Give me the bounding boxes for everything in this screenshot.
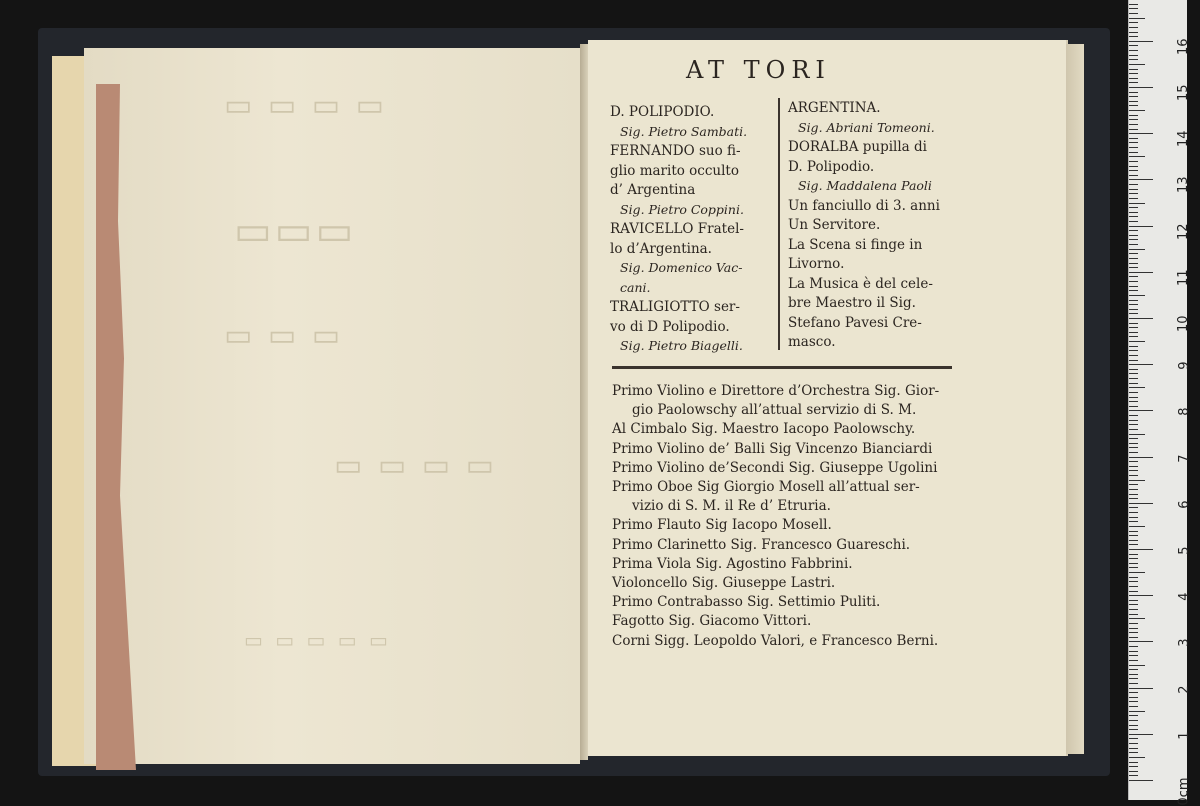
bleed-through-text: ▭ ▭ ▭ [224,318,344,353]
left-page [84,48,580,764]
ruler-tick [1129,410,1153,411]
ruler-tick [1129,397,1138,398]
ruler-label: 8 [1176,407,1192,417]
ruler-tick [1129,189,1138,190]
ruler-tick [1129,725,1138,726]
ruler-tick [1129,748,1138,749]
text-line: ARGENTINA. [788,100,881,116]
ruler-tick [1129,101,1138,102]
ruler-tick [1129,383,1138,384]
measurement-ruler [1128,0,1192,806]
text-line: Sig. Abriani Tomeoni. [798,119,935,135]
ruler-tick [1129,110,1145,111]
text-line: cani. [620,279,651,295]
text-line: Sig. Maddalena Paoli [798,178,932,193]
ruler-label: 11 [1176,269,1192,286]
ruler-label: 1 [1176,731,1192,740]
ruler-tick [1129,41,1153,42]
ruler-tick [1129,632,1138,633]
text-line: Un Servitore. [788,217,881,233]
ruler-tick [1129,711,1145,712]
ruler-tick [1129,604,1138,605]
ruler-tick [1129,50,1138,51]
ruler-label: 14 [1176,130,1192,148]
ruler-tick [1129,27,1138,28]
ruler-label: 7 [1176,454,1192,463]
ruler-tick [1129,729,1138,730]
ruler-tick [1129,18,1145,19]
text-line: Sig. Pietro Coppini. [620,201,744,217]
ruler-tick [1129,775,1138,776]
ruler-tick [1129,507,1138,508]
ruler-tick [1129,591,1138,592]
ruler-tick [1129,323,1138,324]
ruler-tick [1129,494,1138,495]
ruler-tick [1129,147,1138,148]
ruler-tick [1129,350,1138,351]
ruler-label: 6 [1176,500,1192,509]
ruler-tick [1129,373,1138,374]
ruler-tick [1129,674,1138,675]
ruler-tick [1129,628,1138,629]
text-line: vo di D Polipodio. [610,318,730,335]
ruler-tick [1129,32,1138,33]
ruler-tick [1129,332,1138,333]
text-line: d’ Argentina [610,182,696,198]
ruler-tick [1129,253,1138,254]
ruler-tick [1129,600,1138,601]
ruler-tick [1129,489,1138,490]
ruler-tick [1129,447,1138,448]
section-rule [612,366,952,369]
text-line: Stefano Pavesi Cre- [788,314,922,331]
ruler-tick [1129,59,1138,60]
bleed-through-text: ▭▭▭ [234,208,357,254]
ruler-tick [1129,212,1138,213]
ruler-tick [1129,406,1138,407]
bleed-through-text: ▭ ▭ ▭ ▭ [334,448,497,483]
ruler-tick [1129,152,1138,153]
ruler-tick [1129,175,1138,176]
text-line: FERNANDO suo fi- [610,143,741,159]
ruler-tick [1129,762,1138,763]
ruler-tick [1129,498,1138,499]
text-line: Sig. Pietro Sambati. [620,123,748,139]
ruler-tick [1129,424,1138,425]
ruler-tick [1129,512,1138,513]
ruler-tick [1129,64,1145,65]
ruler-tick [1129,655,1138,656]
ruler-tick [1129,692,1138,693]
orchestra-line: vizio di S. M. il Re d’ Etruria. [632,498,831,515]
orchestra-line: Fagotto Sig. Giacomo Vittori. [612,613,812,630]
ruler-label: 3 [1176,638,1192,648]
ruler-tick [1129,683,1138,684]
ruler-tick [1129,355,1138,356]
ruler-tick [1129,267,1138,268]
text-line: Sig. Domenico Vac- [620,260,743,275]
ruler-tick [1129,526,1145,527]
ruler-tick [1129,142,1138,143]
ruler-tick [1129,198,1138,199]
orchestra-line: Primo Contrabasso Sig. Settimio Puliti. [612,594,881,611]
ruler-tick [1129,517,1138,518]
ruler-tick [1129,258,1138,259]
ruler-tick [1129,637,1138,638]
text-line: DORALBA pupilla di [788,139,927,155]
ruler-tick [1129,595,1153,596]
ruler-tick [1129,318,1153,319]
ruler-tick [1129,554,1138,555]
ruler-tick [1129,461,1138,462]
ruler-label: 10 [1176,315,1192,333]
page-edges [1066,44,1084,754]
ruler-tick [1129,531,1138,532]
ruler-tick [1129,92,1138,93]
text-line: RAVICELLO Fratel- [610,221,744,237]
ruler-tick [1129,82,1138,83]
ruler-label: 15 [1176,84,1192,102]
ruler-tick [1129,429,1138,430]
orchestra-line: Primo Flauto Sig Iacopo Mosell. [612,517,832,534]
ruler-tick [1129,96,1138,97]
ruler-tick [1129,420,1138,421]
ruler-tick [1129,156,1145,157]
ruler-tick [1129,581,1138,582]
ruler-tick [1129,651,1138,652]
ruler-tick [1129,521,1138,522]
ruler-tick [1129,540,1138,541]
ruler-tick [1129,614,1138,615]
ruler-tick [1129,586,1138,587]
bleed-through-text: ▭ ▭ ▭ ▭ [224,88,387,123]
ruler-tick [1129,295,1145,296]
ruler-tick [1129,470,1138,471]
ruler-label: 12 [1176,223,1192,240]
text-line: La Musica è del cele- [788,275,933,292]
book-gutter [580,44,588,760]
ruler-tick [1129,563,1138,564]
orchestra-line: gio Paolowschy all’attual servizio di S. M. [632,402,917,419]
ruler-tick [1129,8,1138,9]
ruler-tick [1129,216,1138,217]
ruler-tick [1129,45,1138,46]
ruler-tick [1129,203,1145,204]
ruler-tick [1129,184,1138,185]
ruler-tick [1129,618,1145,619]
ruler-tick [1129,36,1138,37]
text-line: D. POLIPODIO. [610,104,715,120]
ruler-tick [1129,55,1138,56]
ruler-label: 5 [1176,546,1192,555]
ruler-tick [1129,133,1153,134]
text-line: bre Maestro il Sig. [788,295,916,311]
column-divider [778,98,780,350]
ruler-tick [1129,434,1145,435]
ruler-tick [1129,115,1138,116]
ruler-tick [1129,766,1138,767]
ruler-tick [1129,364,1153,365]
page-title: AT TORI [686,56,831,84]
ruler-tick [1129,272,1153,273]
ruler-tick [1129,549,1153,550]
text-line: D. Polipodio. [788,158,875,175]
ruler-label: 2 [1176,685,1192,694]
ruler-tick [1129,230,1138,231]
ruler-tick [1129,105,1138,106]
text-line: TRALIGIOTTO ser- [610,299,740,315]
ruler-tick [1129,660,1138,661]
ruler-tick [1129,138,1138,139]
ruler-tick [1129,249,1145,250]
ruler-tick [1129,300,1138,301]
ruler-tick [1129,4,1138,5]
ruler-tick [1129,263,1138,264]
ruler-tick [1129,286,1138,287]
ruler-tick [1129,577,1138,578]
ruler-tick [1129,665,1145,666]
ruler-tick [1129,392,1138,393]
ruler-tick [1129,239,1138,240]
text-line: lo d’Argentina. [610,240,712,257]
ruler-tick [1129,678,1138,679]
ruler-tick [1129,369,1138,370]
ruler-tick [1129,715,1138,716]
ruler-tick [1129,535,1138,536]
ruler-tick [1129,572,1145,573]
bleed-through-text: ▭ ▭ ▭ ▭ ▭ [244,628,391,652]
ruler-tick [1129,179,1153,180]
ruler-tick [1129,378,1138,379]
ruler-tick [1129,69,1138,70]
ruler-tick [1129,235,1138,236]
ruler-tick [1129,346,1138,347]
ruler-tick [1129,752,1138,753]
ruler-tick [1129,309,1138,310]
ruler-tick [1129,73,1138,74]
ruler-tick [1129,771,1138,772]
ruler-tick [1129,87,1153,88]
ruler-tick [1129,641,1153,642]
ruler-tick [1129,738,1138,739]
ruler-tick [1129,646,1138,647]
text-line: glio marito occulto [610,162,739,179]
ruler-label: 16 [1176,38,1192,55]
orchestra-line: Corni Sigg. Leopoldo Valori, e Francesco Berni. [612,632,939,649]
orchestra-line: Primo Oboe Sig Giorgio Mosell all’attual ser- [612,479,920,495]
ruler-tick [1129,757,1145,758]
ruler-tick [1129,623,1138,624]
ruler-tick [1129,688,1153,689]
ruler-tick [1129,129,1138,130]
ruler-tick [1129,452,1138,453]
ruler-tick [1129,276,1138,277]
ruler-tick [1129,161,1138,162]
ruler-tick [1129,327,1138,328]
ruler-tick [1129,701,1138,702]
ruler-tick [1129,401,1138,402]
text-line: Un fanciullo di 3. anni [788,197,940,214]
ruler-tick [1129,544,1138,545]
ruler-tick [1129,193,1138,194]
ruler-tick [1129,706,1138,707]
orchestra-line: Primo Violino de’Secondi Sig. Giuseppe Ugolini [612,459,938,476]
ruler-tick [1129,170,1138,171]
text-line: Sig. Pietro Biagelli. [620,338,743,353]
text-line: Livorno. [788,256,845,272]
ruler-tick [1129,281,1138,282]
ruler-tick [1129,466,1138,467]
ruler-tick [1129,475,1138,476]
ruler-tick [1129,304,1138,305]
ruler-tick [1129,124,1138,125]
ruler-tick [1129,780,1153,781]
ruler-tick [1129,743,1138,744]
ruler-tick [1129,78,1138,79]
ruler-tick [1129,221,1138,222]
ruler-tick [1129,567,1138,568]
ruler-tick [1129,226,1153,227]
ruler-tick [1129,484,1138,485]
ruler-tick [1129,669,1138,670]
ruler-tick [1129,244,1138,245]
ruler-tick [1129,457,1153,458]
ruler-label: 13 [1176,176,1192,194]
ruler-tick [1129,387,1145,388]
orchestra-line: Violoncello Sig. Giuseppe Lastri. [612,575,836,591]
ruler-tick [1129,558,1138,559]
ruler-tick [1129,13,1138,14]
ruler-tick [1129,119,1138,120]
orchestra-line: Al Cimbalo Sig. Maestro Iacopo Paolowschy. [612,421,916,438]
orchestra-line: Prima Viola Sig. Agostino Fabbrini. [612,555,853,572]
orchestra-line: Primo Violino e Direttore d’Orchestra Sig. Gior- [612,383,940,399]
orchestra-line: Primo Violino de’ Balli Sig Vincenzo Bianciardi [612,440,933,457]
ruler-tick [1129,480,1145,481]
ruler-label: 0cm [1176,777,1192,806]
ruler-tick [1129,22,1138,23]
ruler-tick [1129,341,1145,342]
orchestra-line: Primo Clarinetto Sig. Francesco Guareschi. [612,536,911,553]
ruler-tick [1129,415,1138,416]
ruler-label: 4 [1176,592,1192,601]
ruler-tick [1129,166,1138,167]
ruler-tick [1129,360,1138,361]
ruler-tick [1129,207,1138,208]
ruler-tick [1129,720,1138,721]
ruler-tick [1129,734,1153,735]
ruler-label: 9 [1176,361,1192,370]
ruler-tick [1129,443,1138,444]
ruler-tick [1129,290,1138,291]
ruler-tick [1129,503,1153,504]
ruler-tick [1129,609,1138,610]
ruler-tick [1129,438,1138,439]
text-line: La Scena si finge in [788,236,923,253]
ruler-tick [1129,336,1138,337]
text-line: masco. [788,334,836,350]
ruler-tick [1129,313,1138,314]
ruler-tick [1129,697,1138,698]
